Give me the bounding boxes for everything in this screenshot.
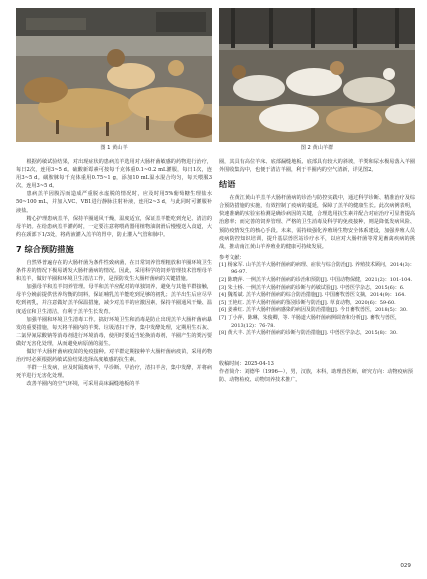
paragraph: 精心护理患病羔羊，保持羊圈通风干燥，温度适宜，保证羔羊能吃到充足、清洁的母羊奶。在给患病羔羊灌药时，一定要注意将喂药器用植物油润滑后慢慢送入食道，大约在颈部下1/3处，将药液灌入羔羊的胃中，防止灌入气管和肺中。	[16, 215, 212, 238]
reference-item: [3] 朱士桥. 一例羔羊大肠杆菌病的诊断与药敏试验[J]. 中兽医学杂志，2015(6)：6.	[219, 284, 405, 291]
paragraph: 加强羊圈和环境卫生清毒工作。搞好环境卫生和消毒是防止出现羔羊大肠杆菌病暴发的重要措施，每天将羊圈内的羊粪、垃圾清扫干净，集中发酵处理，定期用生石灰、二氯异氰尿酸钠等消毒剂进行环境消毒，使用时要适当轮换消毒剂，羊圈产生的粪污要做好无害化处理，从而避免病原菌的滋生。	[16, 316, 212, 347]
paragraph: 圈，其具有高位羊床、底部漏缝地板、底部具有较大的斜坡，羊粪和尿水极易落入羊圈外围收集沟中，也便于清洁羊圈，利于羊圈内的空气清新，详见图2。	[219, 159, 415, 174]
page-number: 029	[400, 563, 411, 569]
author-bio: 作者简介：刘德华（1996—），男，汉族，本科，助理兽医师，研究方向：动物疫病预防、动物检疫、动物饲养技术推广。	[219, 368, 413, 383]
section-heading-prevention: 7 综合预防措施	[16, 243, 74, 254]
article-meta	[219, 360, 415, 384]
right-body-part-1	[219, 158, 415, 174]
figure-2-caption: 图 2 黄山羊群	[300, 145, 334, 151]
references-title: 参考文献：	[219, 254, 245, 261]
paragraph: 加强母羊和羔羊饲养管理。母羊和羔羊应配对的单独饲养，避免与其他羊群接触，母羊分娩前提供营养均衡的饲料，保证哺乳羔羊能吃到足够的初乳；羔羊出生后应尽早吃到初乳，并注意做好羔羊保温措施，减少对羔羊的应激因素，保持羊圈通风干燥、温度适宜和卫生清洁，有利于羔羊生长发育。	[16, 284, 212, 315]
paragraph: 改善羊圈内的空气环境，可采用高床漏缝地板的羊	[26, 381, 140, 388]
paragraph: 根据药敏试验结果，对出现症状的患病羔羊选用对大肠杆菌敏感的药物进行治疗，每日2次，连用3~5 d。硫酸新霉素可按每千克体重0.1~0.2 mL灌服，每日1次，连用3~5 d。磺胺脒每千克体重用0.75~1 g，添加10 mL温水混合均匀，每天喂服3次，连用3~5 d。	[16, 159, 212, 190]
goat-herd-photo-illustration	[219, 8, 415, 142]
right-body-part-2	[219, 194, 415, 251]
reference-item: [4] 魏希斌. 羔羊大肠杆菌病的综合防治措施[J]. 中国畜牧兽医文摘，2014(9)：164.	[219, 292, 406, 299]
left-body-part-1	[16, 158, 212, 239]
reference-item: [2] 陈晓萍. 一例羔羊大肠杆菌病的诊治和预防[J]. 中国动物保健，2021(2)：101-104.	[219, 277, 413, 284]
figure-1-caption: 图 1 黄山羊	[100, 145, 128, 151]
reference-item: [6] 姜素红. 羔羊大肠杆菌病感染的病因及防治措施[J]. 今日畜牧兽医，2018(5)：30.	[219, 307, 408, 314]
section-heading-conclusion: 结语	[219, 179, 236, 190]
figure-1-photo	[16, 8, 212, 142]
figure-2-photo	[219, 8, 415, 142]
paragraph: 羊群一旦发病，应及时隔离病羊，早诊断、早治疗，清扫羊舍，集中发酵，并将病死羊进行无害化处理。	[16, 365, 212, 380]
reference-item: [5] 王艳红. 羔羊大肠杆菌病的鉴别诊断与防治[J]. 草食动物，2020(6)：59-60.	[219, 299, 396, 306]
right-column	[219, 8, 415, 384]
reference-item: [7] 丁小萍，陈琳，朱俊卿，等. 羊肠道大肠杆菌病例调查和分析[J]. 畜牧与兽医，2013(12)：76-78.	[219, 315, 400, 329]
left-body-part-2	[16, 259, 212, 389]
paragraph: 做好羊大肠杆菌病疫苗的免疫接种。对羊群定期接种羊大肠杆菌病疫苗，采用药物治疗时必须根据药敏试验结果选择高度敏感的抗生素。	[16, 348, 212, 364]
reference-item: [1] 杨家军. 山羊羔羊大肠杆菌病的病理、症状与综合防治[J]. 养殖技术顾问，2014(3)：96-97.	[219, 261, 415, 276]
received-date: 收稿时间：2025-04-13	[219, 360, 274, 367]
goat-photo-illustration	[16, 8, 212, 142]
left-column	[16, 8, 212, 388]
paragraph: 自然界普遍存在的大肠杆菌为条件性致病菌，在日常饲养管理粗放和羊圈环境卫生条件差的情况下极易诱发大肠杆菌病的情况。因此，采用科学的饲养管理技术管理母羊和羔羊，做好羊圈和环境卫生清洁工作，是预防发生大肠杆菌病的关键措施。	[16, 259, 212, 283]
reference-item: [8] 黄大丰. 羔羊大肠杆菌病的诊断与防治措施[J]. 中兽医学杂志，2015(8)：30.	[219, 330, 398, 337]
paragraph: 在黄江黄山羊羔羊大肠杆菌病的诊治与防控实践中，通过科学诊断、精准治疗及综合预防措施的实施，有效控制了疫病的蔓延，保障了羔羊的健康生长。此次病例表明，快速准确的实验室检测是确诊病因的关键，合理选用抗生素并配合对症治疗可显著提高治愈率；而完善的饲养管理、严格的卫生消毒及科学的免疫接种，则是降低发病风险、预防疫情发生的核心手段。未来，需持续强化养殖场生物安全体系建设，加强养殖人员疫病防控知识培训，提升基层兽医站诊疗水平，以应对大肠杆菌等常见畜禽疾病的挑战，推动南江黄山羊养殖业的健康可持续发展。	[219, 195, 415, 250]
references-list	[219, 262, 415, 338]
paragraph: 患病羔羊因腹泻而造成严重脱水虚脱的情况时，应及时用5%葡萄糖生理盐水50~100 mL，并加入VC、VB1进行静脉注射补液，连用2~3 d，与此同时可灌服补液盐。	[16, 191, 212, 214]
